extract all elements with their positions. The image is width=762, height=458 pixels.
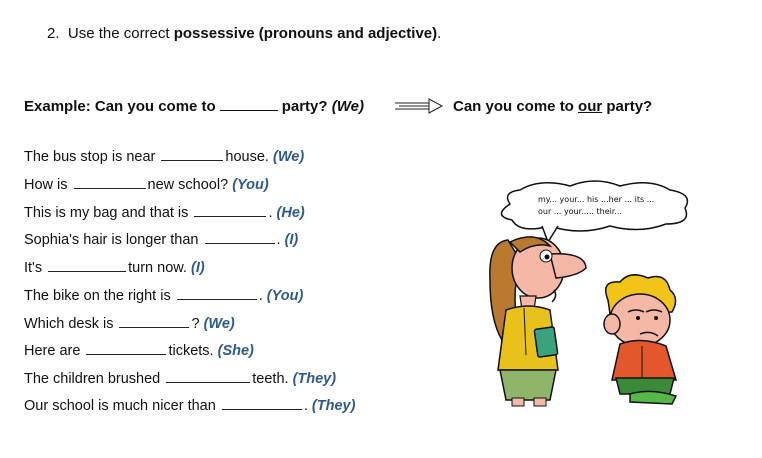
exercise-item [24, 287, 303, 304]
exercise-text-before: The bus stop is near [24, 149, 156, 165]
answer-blank[interactable] [74, 176, 146, 189]
exercise-text-before: Our school is much nicer than [24, 398, 216, 414]
boy-figure [604, 275, 676, 404]
pronoun-hint: (They) [311, 398, 356, 414]
exercise-text-before: The bike on the right is [24, 288, 171, 304]
exercise-text-before: Sophia's hair is longer than [24, 232, 199, 248]
answer-before: Can you come to [453, 98, 579, 115]
pronoun-hint: (We) [273, 149, 305, 165]
exercise-item [24, 370, 336, 387]
exercise-text-before: It's [24, 260, 43, 276]
exercise-item [24, 176, 269, 193]
exercise-item [24, 204, 305, 221]
speech-bubble [501, 181, 687, 242]
heading-period: . [437, 25, 442, 42]
exercise-item [24, 315, 235, 332]
exercise-text-after: . [258, 288, 263, 304]
answer-blank[interactable] [177, 287, 257, 300]
exercise-text-before: This is my bag and that is [24, 205, 189, 221]
exercise-text-after: . [276, 232, 281, 248]
exercise-item [24, 259, 205, 276]
pronoun-hint: (I) [284, 232, 299, 248]
answer-blank[interactable] [222, 397, 302, 410]
answer-blank[interactable] [86, 342, 166, 355]
pronoun-hint: (He) [276, 205, 305, 221]
pronoun-hint: (I) [190, 260, 205, 276]
pronoun-hint: (You) [266, 288, 304, 304]
heading-bold-text: possessive (pronouns and adjective) [173, 25, 438, 42]
answer-blank[interactable] [161, 148, 223, 161]
exercise-text-after: ? [191, 316, 200, 332]
answer-blank[interactable] [194, 204, 266, 217]
example-suffix: party? [281, 98, 328, 115]
arrow-right-icon [393, 98, 445, 114]
exercise-item [24, 231, 298, 248]
pronoun-hint: (She) [217, 343, 254, 359]
answer-blank[interactable] [166, 370, 250, 383]
example-prefix: Example: Can you come to [24, 98, 216, 115]
pronoun-hint: (We) [203, 316, 235, 332]
exercise-text-after: house. [225, 149, 269, 165]
pronoun-hint: (They) [292, 371, 337, 387]
exercise-text-after: new school? [147, 177, 229, 193]
example-answer [453, 98, 652, 115]
exercise-heading [47, 25, 441, 42]
exercise-number: 2. [47, 25, 60, 42]
answer-blank[interactable] [119, 315, 189, 328]
exercise-text-after: . [303, 398, 308, 414]
bubble-line-1: my... your... his ...her ... its ... [538, 195, 655, 204]
example-blank [220, 98, 278, 111]
exercise-text-before: How is [24, 177, 68, 193]
answer-blank[interactable] [205, 231, 275, 244]
exercise-text-after: . [268, 205, 273, 221]
exercise-text-before: The children brushed [24, 371, 161, 387]
exercise-text-after: turn now. [128, 260, 187, 276]
exercise-text-after: tickets. [168, 343, 214, 359]
example-sentence [24, 98, 364, 115]
exercise-item [24, 397, 355, 414]
answer-after: party? [602, 98, 653, 115]
exercise-text-before: Which desk is [24, 316, 114, 332]
example-hint: (We) [331, 98, 364, 115]
pronoun-hint: (You) [232, 177, 269, 193]
teacher-boy-illustration [480, 180, 705, 410]
answer-word: our [578, 98, 603, 115]
heading-text: Use the correct [67, 25, 174, 42]
teacher-figure [490, 237, 586, 406]
exercise-text-before: Here are [24, 343, 81, 359]
answer-blank[interactable] [48, 259, 126, 272]
bubble-line-2: our ... your..... their... [538, 207, 623, 216]
exercise-text-after: teeth. [252, 371, 289, 387]
exercise-item [24, 342, 254, 359]
exercise-item [24, 148, 304, 165]
